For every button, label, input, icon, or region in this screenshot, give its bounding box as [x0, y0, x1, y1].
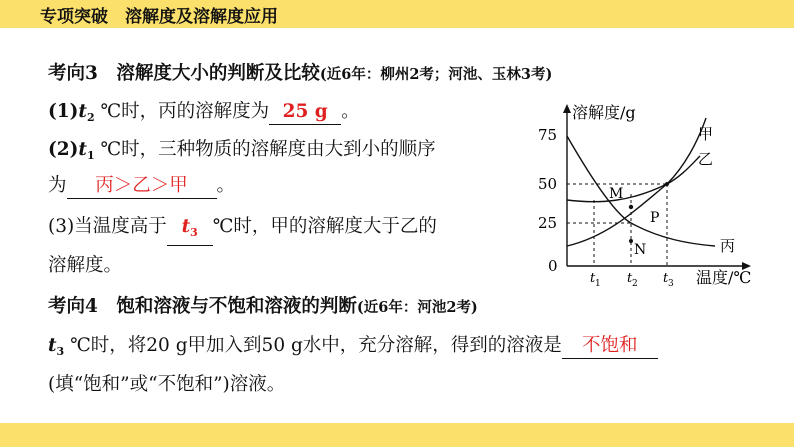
q3-heading-line [48, 62, 552, 87]
point-label-p: P [650, 210, 660, 226]
q3-part2-line2 [48, 174, 235, 199]
point-p-dot [665, 182, 669, 186]
q3-p2-answer: 丙＞乙＞甲 [95, 175, 188, 196]
y-axis-arrow [563, 104, 571, 113]
q4-note: (近6年：河池2考) [356, 299, 478, 316]
q3-p3-blank [167, 215, 213, 246]
q4-blank [562, 334, 658, 359]
y-axis-label: 溶解度/g [572, 103, 636, 122]
point-label-n: N [634, 242, 647, 258]
xtick-t2-sub: 2 [632, 279, 638, 289]
q4-heading: 考向4 饱和溶液与不饱和溶液的判断 [48, 296, 357, 317]
q3-heading: 考向3 溶解度大小的判断及比较 [48, 63, 320, 84]
q3-p2-line2: 为 [48, 175, 67, 196]
xtick-t1: t [590, 271, 596, 286]
curve-jia [567, 118, 706, 246]
xtick-t1-sub: 1 [595, 279, 601, 289]
q3-p2-end: 。 [216, 175, 236, 196]
q3-part2 [48, 138, 436, 168]
q4-line2 [48, 373, 285, 397]
q4-line1 [48, 334, 658, 364]
q4-text: ℃时，将20 g甲加入到50 g水中，充分溶解，得到的溶液是 [64, 335, 562, 356]
header-bar [0, 0, 794, 28]
q4-line2-text: (填“饱和”或“不饱和”)溶液。 [48, 374, 286, 395]
xtick-t3-sub: 3 [668, 279, 674, 289]
q3-p1-answer: 25 g [282, 101, 328, 122]
point-n-dot [629, 239, 633, 243]
q3-p3-line2: 溶解度。 [48, 255, 123, 276]
ytick-75: 75 [538, 126, 558, 144]
curve-yi [567, 156, 700, 202]
ytick-25: 25 [538, 214, 558, 232]
q4-answer: 不饱和 [582, 335, 638, 356]
x-axis-label: 温度/℃ [696, 268, 752, 287]
q4-sub: 3 [56, 345, 65, 358]
q3-part3-line2 [48, 254, 122, 278]
q3-p3-answer-t: t [181, 216, 191, 237]
q3-p3-text: (3)当温度高于 [48, 216, 167, 237]
solubility-graph [520, 96, 780, 296]
q3-note: (近6年：柳州2考；河池、玉林3考) [319, 66, 553, 83]
q3-p1-prefix: (1) [48, 101, 79, 122]
point-intersect [629, 205, 633, 209]
q3-p1-end: 。 [341, 101, 360, 122]
q3-p2-blank [67, 174, 217, 199]
q3-part1 [48, 100, 360, 130]
curve-label-jia: 甲 [698, 125, 714, 143]
q3-part3 [48, 215, 437, 246]
origin-label: 0 [548, 257, 558, 275]
q3-p2-sub: 1 [86, 149, 95, 162]
q3-p1-blank [269, 100, 341, 125]
q3-p2-t: t [78, 139, 87, 160]
ytick-50: 50 [538, 175, 558, 193]
q3-p2-text: ℃时，三种物质的溶解度由大到小的顺序 [94, 139, 436, 160]
q4-heading-line [48, 295, 478, 320]
footer-bar [0, 423, 794, 447]
q3-p1-text: ℃时，丙的溶解度为 [94, 101, 270, 122]
q3-p1-sub: 2 [86, 111, 95, 124]
q3-p3-text2: ℃时，甲的溶解度大于乙的 [212, 216, 437, 237]
curve-bing [567, 136, 715, 246]
q3-p3-answer-sub: 3 [190, 226, 198, 239]
xtick-t2: t [627, 271, 633, 286]
q3-p2-prefix: (2) [48, 139, 79, 160]
q4-t: t [48, 335, 57, 356]
curve-label-yi: 乙 [698, 150, 714, 168]
xtick-t3: t [663, 271, 669, 286]
header-title: 专项突破 溶解度及溶解度应用 [40, 7, 278, 27]
q3-p1-t: t [78, 101, 87, 122]
point-label-m: M [609, 186, 624, 202]
curve-label-bing: 丙 [720, 237, 736, 255]
